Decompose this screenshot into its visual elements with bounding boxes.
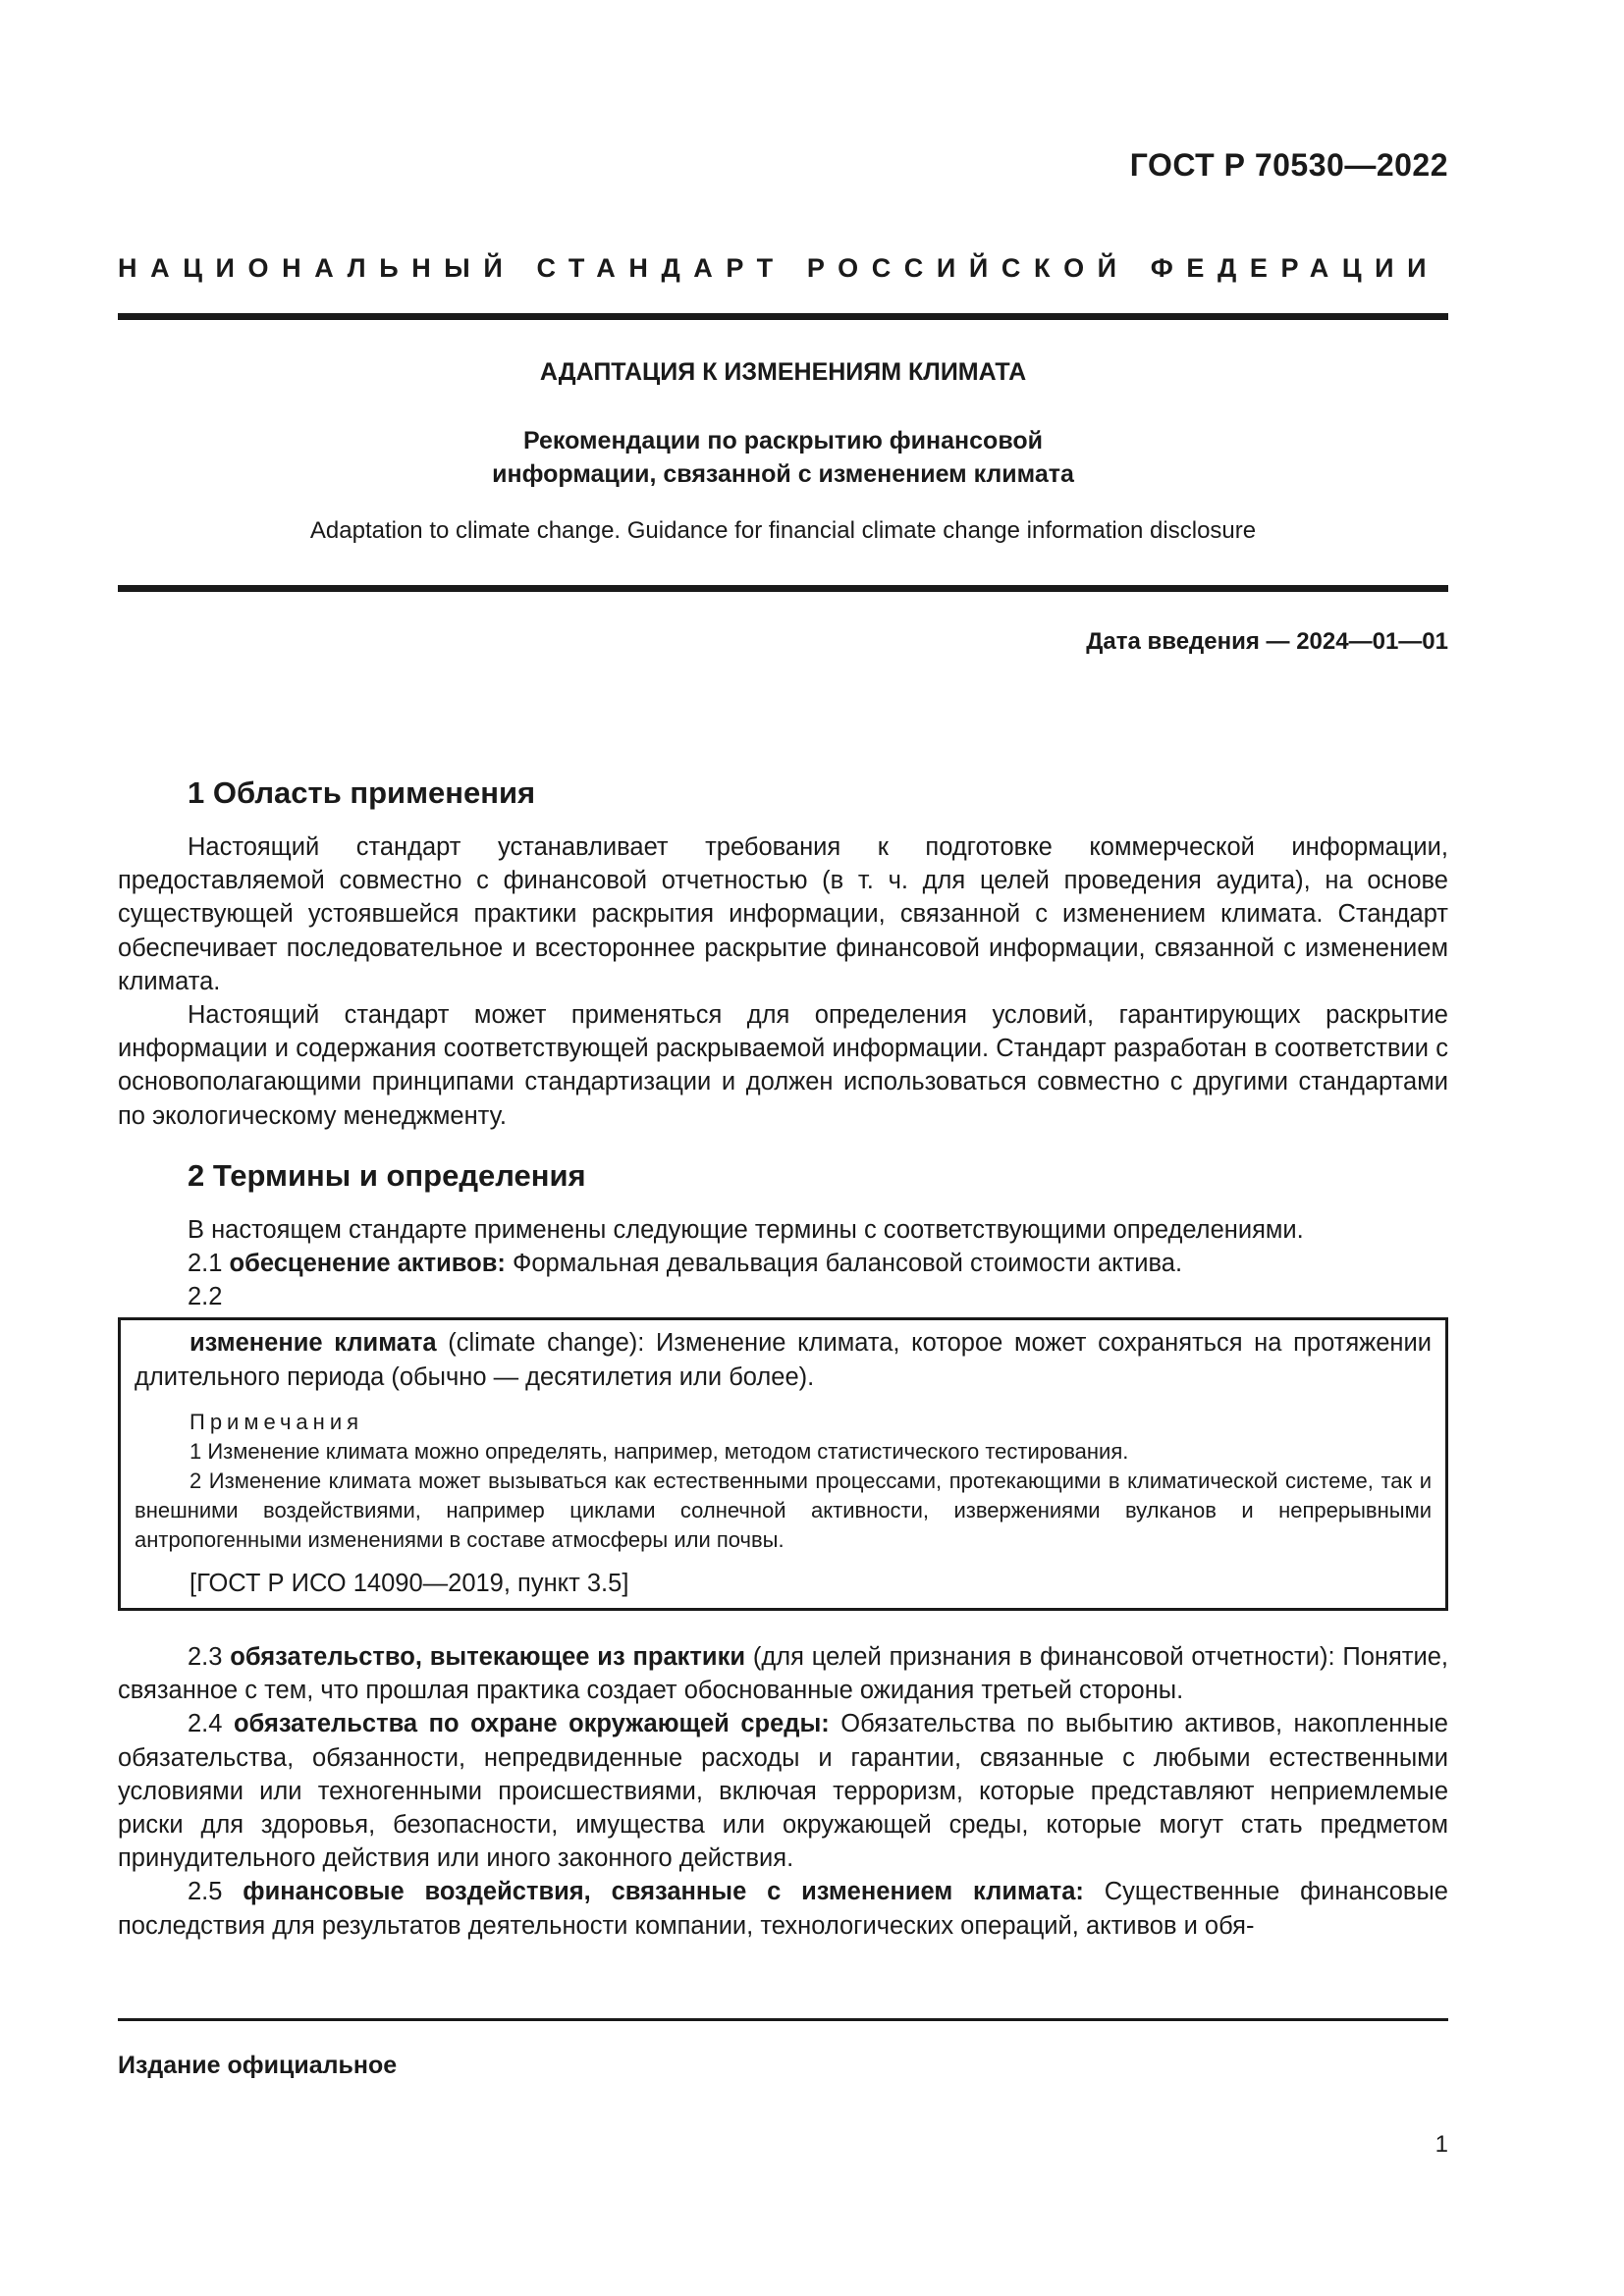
section-2-intro: В настоящем стандарте применены следующие термины с соответствующими определениями.	[188, 1215, 1304, 1244]
subtitle-line-2: информации, связанной с изменением климата	[492, 460, 1074, 488]
term-2-4-term: обязательства по охране окружающей среды:	[233, 1710, 830, 1738]
english-title: Adaptation to climate change. Guidance for financial climate change information disclosure	[309, 517, 1257, 544]
term-2-4-definition: Обязательства по выбытию активов, накопленные обязательства, обязанности, непредвиденные расходы и гарантии, связанные с любыми естественными условиями или техногенными происшествиями, включая терроризм, которые представляют неприемлемые риски для здоровья, безопасности, имущества или окружающей среды, которые могут стать предметом принудительного действия или иного законного действия.	[118, 1710, 1448, 1873]
term-2-2-definition-text: (climate change): Изменение климата, которое может сохраняться на протяжении длительного периода (обычно — десятилетия или более).	[135, 1329, 1432, 1391]
section-1-paragraph-1: Настоящий стандарт устанавливает требования к подготовке коммерческой информации, предоставляемой совместно с финансовой отчетностью (в т. ч. для целей проведения аудита), на основе существующей устоявшейся практики раскрытия информации, связанной с изменением климата. Стандарт обеспечивает последовательное и всестороннее раскрытие финансовой информации, связанной с изменением климата.	[118, 833, 1448, 995]
term-2-3-number: 2.3	[188, 1643, 223, 1672]
section-2-heading: 2 Термины и определения	[188, 1157, 586, 1193]
term-2-3-term: обязательство, вытекающее из практики	[230, 1643, 746, 1672]
notes-title: Примечания	[189, 1409, 364, 1434]
term-2-1	[118, 1247, 1448, 1280]
document-subtitle	[118, 424, 1448, 491]
term-2-5-number: 2.5	[188, 1878, 223, 1906]
term-2-4-number: 2.4	[188, 1710, 223, 1738]
header-divider	[118, 313, 1448, 320]
term-2-1-number: 2.1	[188, 1250, 223, 1278]
subtitle-line-1: Рекомендации по раскрытию финансовой	[522, 427, 1044, 454]
term-2-2-definition	[135, 1326, 1432, 1393]
term-2-4	[118, 1707, 1448, 1875]
title-divider	[118, 585, 1448, 592]
section-1-paragraph-2: Настоящий стандарт может применяться для определения условий, гарантирующих раскрытие информации и содержания соответствующей раскрываемой информации. Стандарт разработан в соответствии с основополагающими принципами стандартизации и должен использоваться совместно с другими стандартами по экологическому менеджменту.	[118, 1001, 1448, 1130]
page-number: 1	[1435, 2131, 1448, 2158]
term-2-1-definition: Формальная девальвация балансовой стоимости актива.	[512, 1250, 1183, 1278]
note-1: 1 Изменение климата можно определять, например, методом статистического тестирования.	[189, 1438, 1129, 1464]
document-body	[118, 774, 1448, 1943]
term-2-5	[118, 1875, 1448, 1942]
document-code: ГОСТ Р 70530—2022	[1129, 147, 1448, 183]
section-1-heading: 1 Область применения	[188, 775, 536, 810]
term-2-3	[118, 1640, 1448, 1707]
term-2-5-definition: Существенные финансовые последствия для результатов деятельности компании, технологических операций, активов и обя-	[118, 1878, 1448, 1940]
footer-divider	[118, 2018, 1448, 2021]
term-2-5-term: финансовые воздействия, связанные с изменением климата:	[243, 1878, 1084, 1906]
term-2-2-box	[118, 1317, 1448, 1611]
document-title: АДАПТАЦИЯ К ИЗМЕНЕНИЯМ КЛИМАТА	[539, 358, 1027, 386]
term-2-1-term: обесценение активов:	[229, 1250, 506, 1278]
national-standard-header: НАЦИОНАЛЬНЫЙ СТАНДАРТ РОССИЙСКОЙ ФЕДЕРАЦИИ	[118, 253, 1440, 283]
note-2: 2 Изменение климата может вызываться как естественными процессами, протекающими в климатической системе, так и внешними воздействиями, например циклами солнечной активности, извержениями вулканов и непрерывными антропогенными изменениями в составе атмосферы или почвы.	[135, 1468, 1432, 1552]
term-source-reference: [ГОСТ Р ИСО 14090—2019, пункт 3.5]	[189, 1569, 629, 1597]
document-page	[118, 0, 1448, 2296]
official-edition-label: Издание официальное	[118, 2052, 398, 2079]
introduction-date: Дата введения — 2024—01—01	[1086, 628, 1448, 655]
term-2-2-term: изменение климата	[189, 1329, 437, 1358]
term-2-2-number: 2.2	[188, 1283, 223, 1311]
term-2-3-definition: (для целей признания в финансовой отчетности): Понятие, связанное с тем, что прошлая практика создает обоснованные ожидания третьей стороны.	[118, 1643, 1448, 1705]
